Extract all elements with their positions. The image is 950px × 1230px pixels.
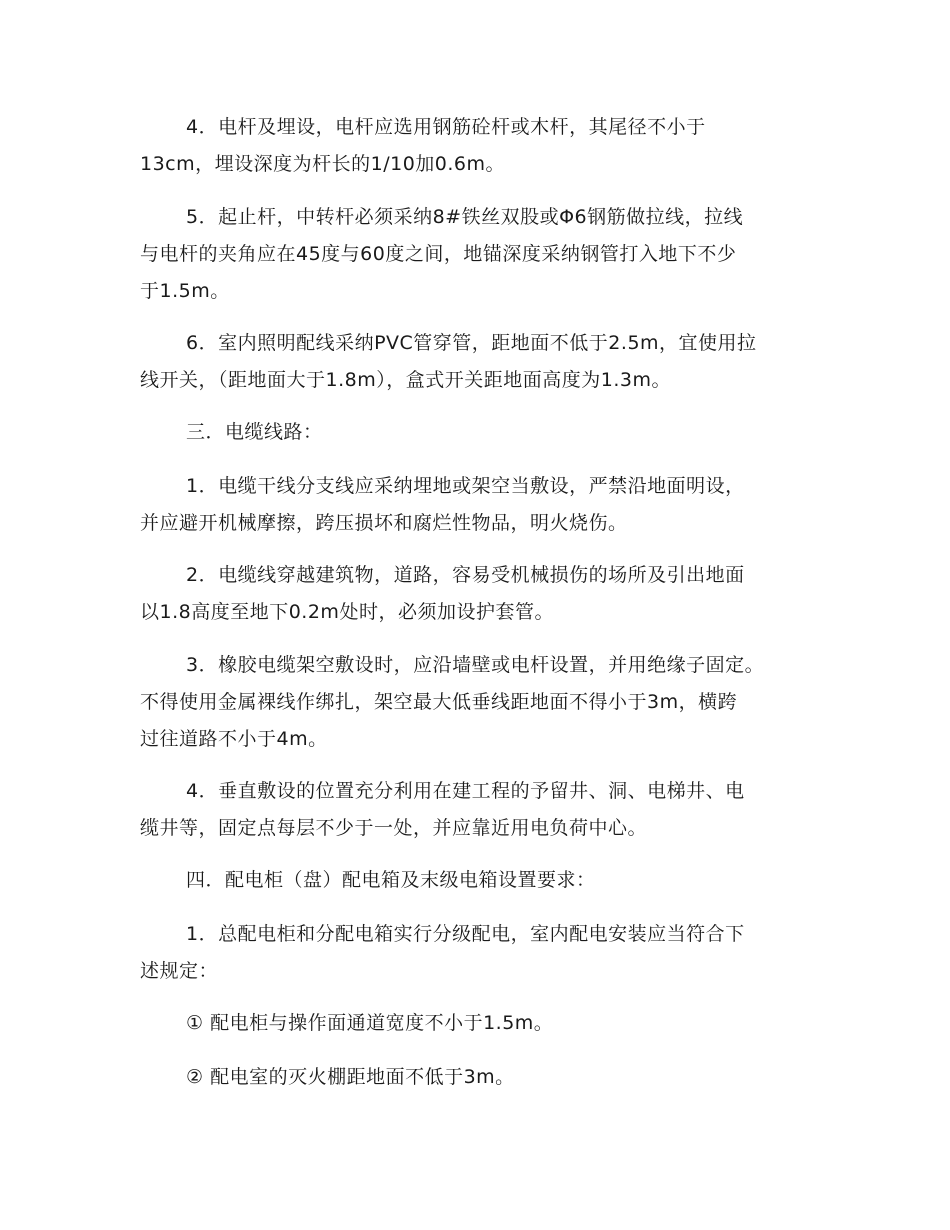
list-item-aisle-width [140, 1005, 830, 1042]
text-line: 三．电缆线路： [186, 421, 323, 443]
text-line: ① 配电柜与操作面通道宽度不小于1.5m。 [186, 1012, 554, 1034]
text-line: 2．电缆线穿越建筑物，道路，容易受机械损伤的场所及引出地面 [186, 564, 745, 586]
paragraph-graded-distribution [140, 916, 830, 990]
text-line: 1．电缆干线分支线应采纳埋地或架空当敷设，严禁沿地面明设， [186, 475, 745, 497]
text-line: 过往道路不小于4m。 [140, 728, 328, 750]
section-heading-distribution-boxes [140, 862, 830, 899]
text-line: 4．垂直敷设的位置充分利用在建工程的予留井、洞、电梯井、电 [186, 780, 745, 802]
text-line: 线开关，（距地面大于1.8m），盒式开关距地面高度为1.3m。 [140, 369, 671, 391]
paragraph-stay-wire [140, 199, 830, 310]
list-item-shed-height [140, 1059, 830, 1096]
paragraph-pole-burial [140, 109, 830, 183]
section-heading-cable-lines [140, 414, 830, 451]
paragraph-cable-crossing [140, 557, 830, 631]
paragraph-rubber-cable [140, 647, 830, 758]
text-line: 1．总配电柜和分配电箱实行分级配电，室内配电安装应当符合下 [186, 923, 745, 945]
text-line: 并应避开机械摩擦，跨压损坏和腐烂性物品，明火烧伤。 [140, 512, 628, 534]
text-line: 13cm，埋设深度为杆长的1/10加0.6m。 [140, 153, 506, 175]
text-line: 6．室内照明配线采纳PVC管穿管，距地面不低于2.5m，宜使用拉 [186, 332, 757, 354]
text-line: 5．起止杆，中转杆必须采纳8#铁丝双股或Φ6钢筋做拉线，拉线 [186, 206, 744, 228]
text-line: ② 配电室的灭火棚距地面不低于3m。 [186, 1066, 515, 1088]
paragraph-vertical-laying [140, 773, 830, 847]
text-line: 不得使用金属裸线作绑扎，架空最大低垂线距地面不得小于3m，横跨 [140, 691, 738, 713]
text-line: 以1.8高度至地下0.2m处时，必须加设护套管。 [140, 601, 554, 623]
paragraph-indoor-lighting [140, 325, 830, 399]
text-line: 于1.5m。 [140, 280, 230, 302]
text-line: 四．配电柜（盘）配电箱及末级电箱设置要求： [186, 869, 596, 891]
text-line: 缆井等，固定点每层不少于一处，并应靠近用电负荷中心。 [140, 817, 648, 839]
text-line: 与电杆的夹角应在45度与60度之间，地锚深度采纳钢管打入地下不少 [140, 243, 737, 265]
text-line: 3．橡胶电缆架空敷设时，应沿墙壁或电杆设置，并用绝缘子固定。 [186, 654, 765, 676]
paragraph-cable-laying [140, 468, 830, 542]
text-line: 述规定： [140, 960, 219, 982]
text-line: 4．电杆及埋设，电杆应选用钢筋砼杆或木杆，其尾径不小于 [186, 116, 706, 138]
